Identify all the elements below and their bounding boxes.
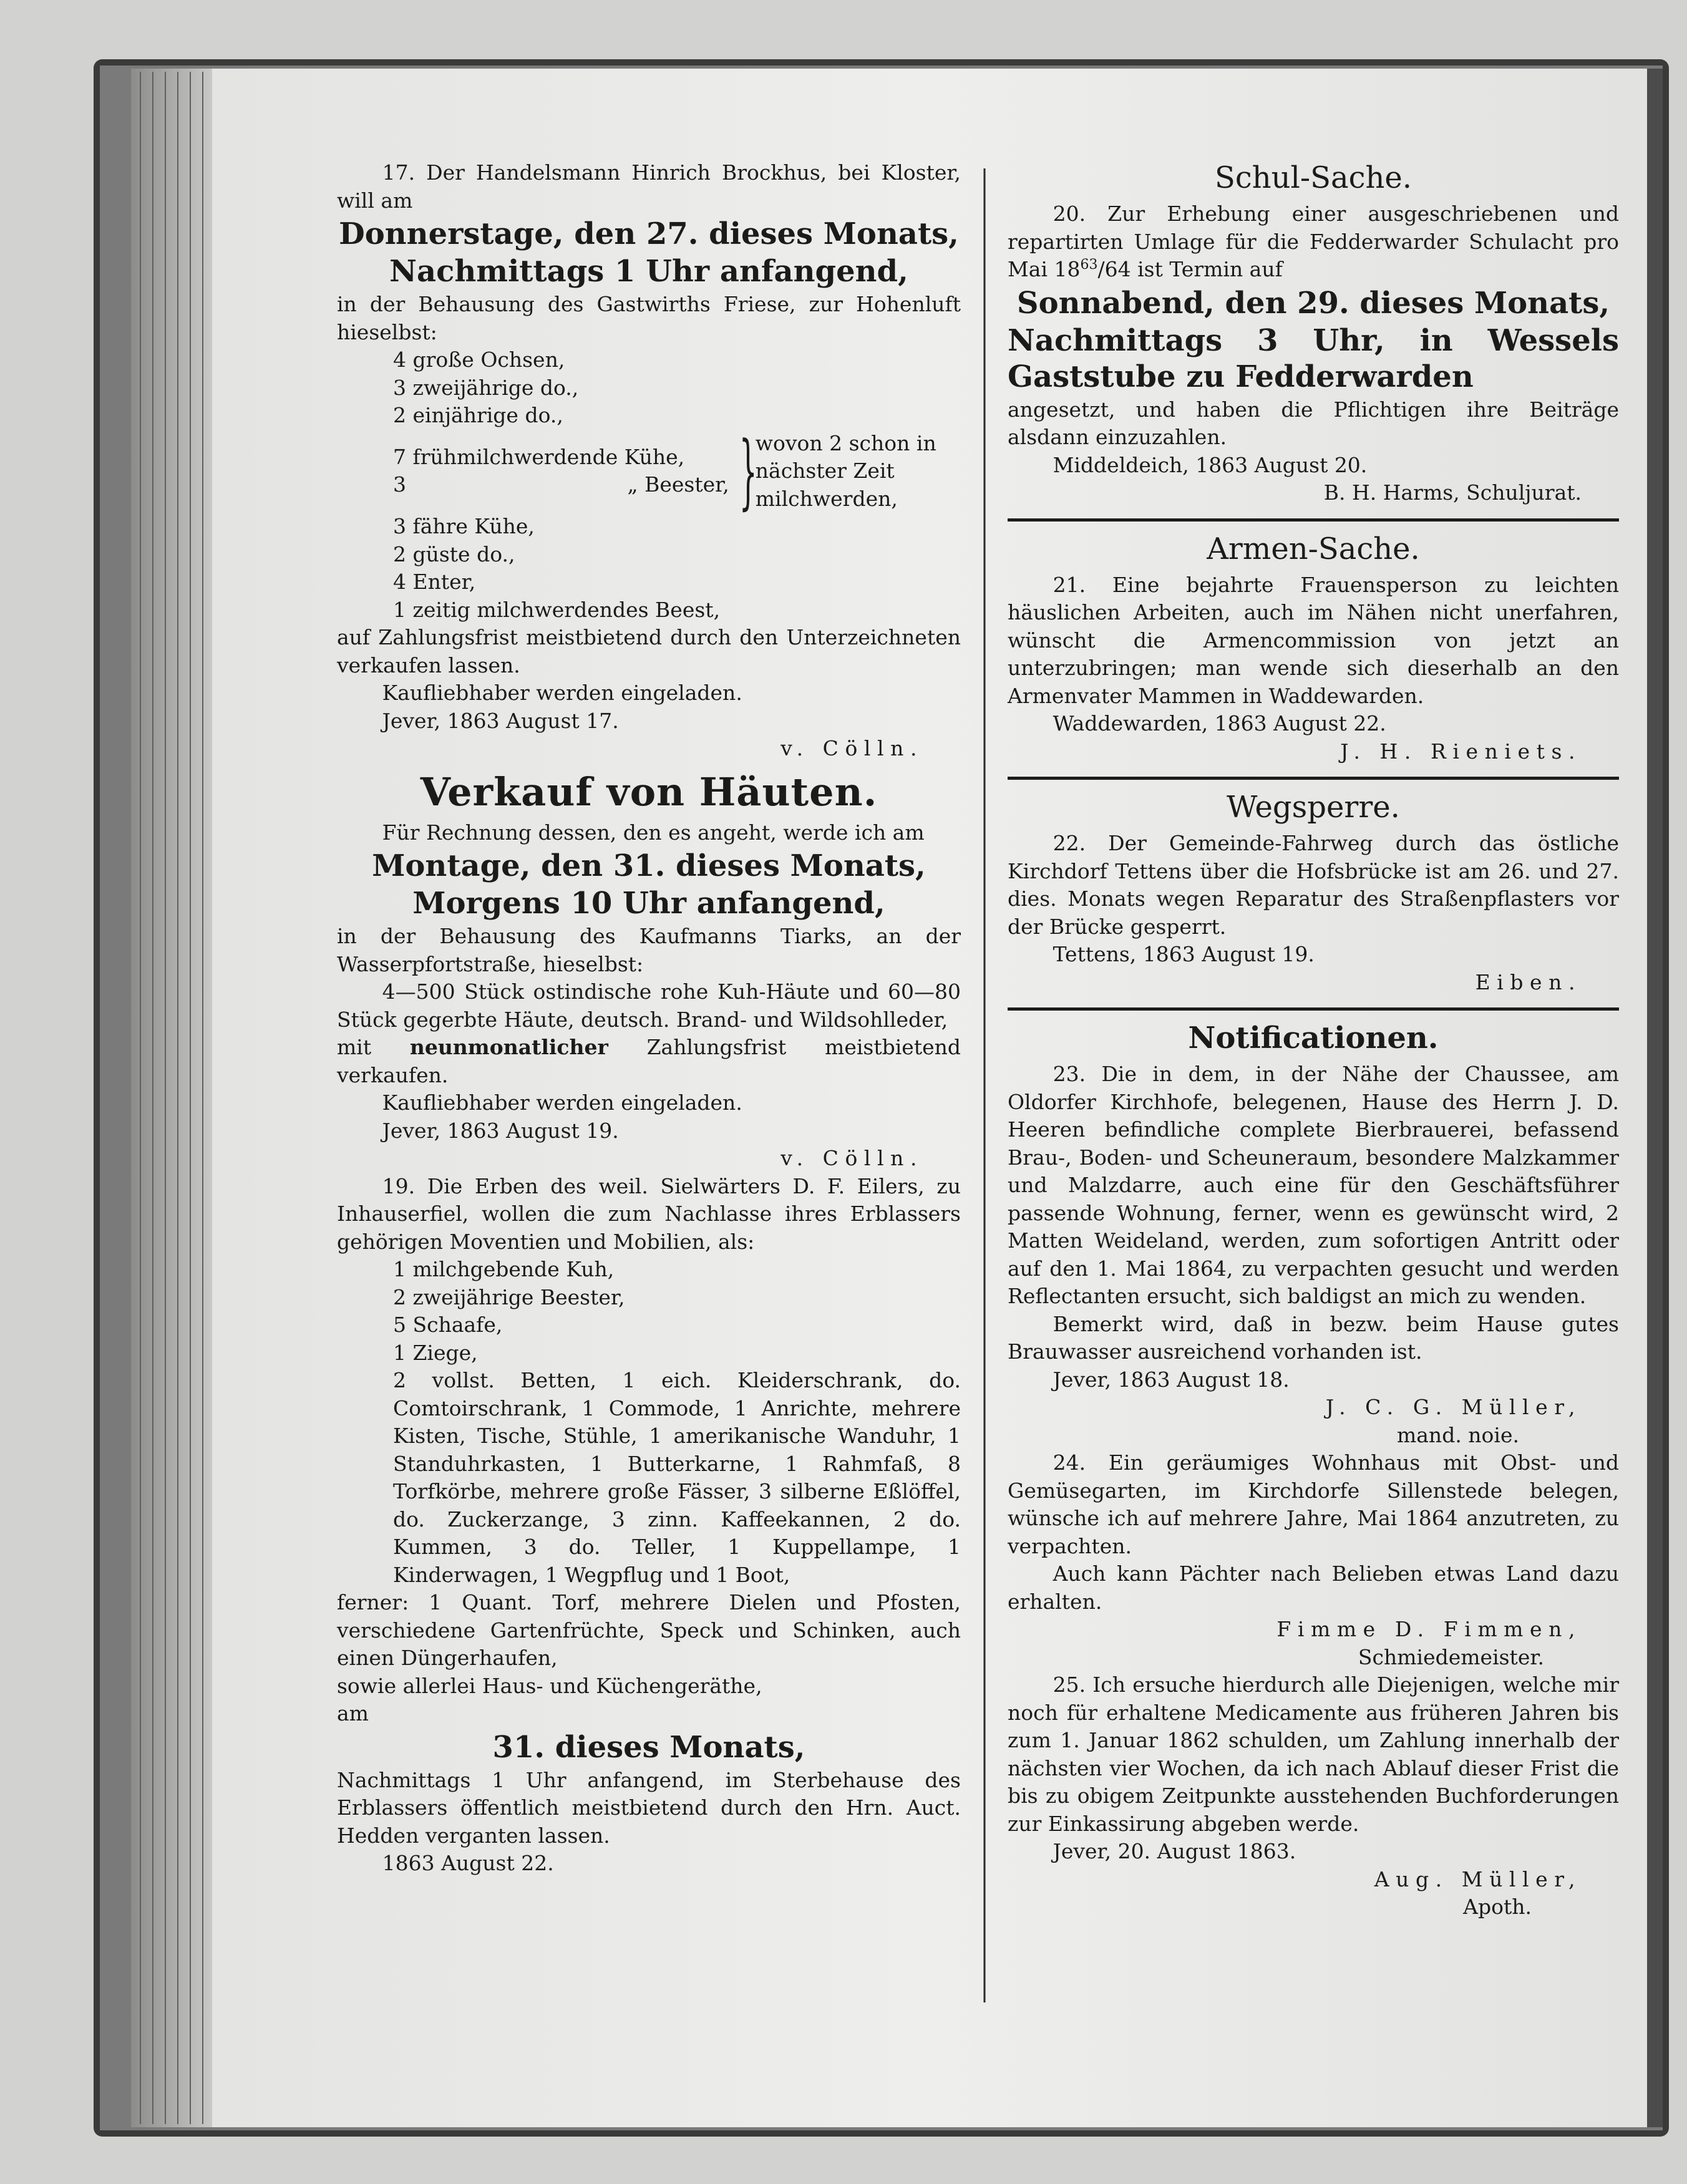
list-item: 1 milchgebende Kuh, [393, 1257, 615, 1281]
verkauf-dateline: Jever, 1863 August 19. [382, 1118, 619, 1143]
verkauf-goods: 4—500 Stück ostindische rohe Kuh-Häute und 60—80 Stück gegerbte Häute, deutsch. Brand- und Wildsohlleder, [337, 979, 961, 1032]
list-item: „ Beester, [627, 472, 729, 497]
list-item: 4 Enter, [393, 570, 476, 594]
item-19-ferner: ferner: 1 Quant. Torf, mehrere Dielen und Pfosten, verschiedene Gartenfrüchte, Speck und Schinken, auch einen Düngerhaufen, [337, 1590, 961, 1670]
right-column [1008, 159, 1619, 1921]
notif-title: Notificationen. [1188, 1021, 1439, 1056]
schul-date-line-1: Sonnabend, den 29. dieses Monats, [1016, 285, 1610, 321]
verkauf-date-line-1: Montage, den 31. dieses Monats, [372, 848, 926, 883]
item-24-signature-note: Schmiedemeister. [1358, 1644, 1544, 1669]
brace-note: wovon 2 schon in nächster Zeit milchwerden, [755, 430, 936, 511]
list-item: 1 Ziege, [393, 1340, 478, 1365]
armen-dateline: Waddewarden, 1863 August 22. [1053, 711, 1386, 735]
item-17-date-line-1: Donnerstage, den 27. dieses Monats, [339, 216, 959, 251]
item-17-list-a [393, 346, 961, 430]
item-19-intro: 19. Die Erben des weil. Sielwärters D. F. Eilers, zu Inhauserfiel, wollen die zum Nachlasse ihres Erblassers gehörigen Moventien und Mobilien, als: [337, 1173, 961, 1254]
item-17-list-b [393, 513, 961, 624]
section-rule [1008, 518, 1619, 522]
verkauf-place: in der Behausung des Kaufmanns Tiarks, an der Wasserpfortstraße, hieselbst: [337, 924, 961, 976]
section-rule [1008, 777, 1619, 780]
armen-text: 21. Eine bejahrte Frauensperson zu leichten häuslichen Arbeiten, auch im Nähen nicht unerfahren, wünscht die Armencommission von jetzt an unterzubringen; man wende sich dieserhalb an den Armenvater Mammen in Waddewarden. [1008, 572, 1619, 708]
item-17-dateline: Jever, 1863 August 17. [382, 708, 619, 733]
section-rule [1008, 1007, 1619, 1011]
schul-intro: 20. Zur Erhebung einer ausgeschriebenen und repartirten Umlage für die Fedderwarder Schulacht pro Mai $18^{63}/64$ ist Termin auf [1008, 201, 1619, 281]
schul-date-line-2: Nachmittags 3 Uhr, in Wessels Gaststube zu Fedderwarden [1008, 323, 1619, 394]
armen-title: Armen-Sache. [1207, 531, 1420, 566]
item-24-note: Auch kann Pächter nach Belieben etwas Land dazu erhalten. [1008, 1561, 1619, 1614]
item-19-dateline: 1863 August 22. [382, 1851, 554, 1875]
verkauf-title: Verkauf von Häuten. [420, 769, 878, 815]
verkauf-invite: Kaufliebhaber werden eingeladen. [382, 1090, 742, 1115]
item-23-text: 23. Die in dem, in der Nähe der Chaussee, am Oldorfer Kirchhofe, belegenen, Hause des Herrn J. D. Heeren befindliche complete Bierbrauerei, befassend Brau-, Boden- und Scheuneraum, besondere Malzkammer und Malzdarre, auch eine für den Geschäftsführer passende Wohnung, ferner, wenn es gewünscht wird, 2 Matten Weideland, werden, zum sofortigen Antritt oder auf den 1. Mai 1864, zu verpachten gesucht und werden Reflectanten ersucht, sich baldigst an mich zu wenden. [1008, 1062, 1619, 1308]
list-item: 4 große Ochsen, [393, 347, 565, 372]
wegsperre-title: Wegsperre. [1227, 790, 1400, 825]
item-23-signature-note: mand. noie. [1396, 1422, 1519, 1447]
item-19-am: am [337, 1701, 369, 1725]
verkauf-signature: v. Cölln. [780, 1146, 923, 1170]
list-item: 2 güste do., [393, 541, 515, 566]
verkauf-terms-bold: neunmonatlicher [409, 1035, 608, 1059]
schul-signature: B. H. Harms, Schuljurat. [1323, 480, 1582, 505]
verkauf-date-line-2: Morgens 10 Uhr anfangend, [412, 886, 885, 921]
verkauf-intro: Für Rechnung dessen, den es angeht, werde ich am [382, 820, 925, 845]
list-item: 2 einjährige do., [393, 403, 563, 427]
left-column [337, 159, 961, 1878]
item-23-note: Bemerkt wird, daß in bezw. beim Hause gutes Brauwasser ausreichend vorhanden ist. [1008, 1311, 1619, 1364]
verkauf-terms: mit neunmonatlicher Zahlungsfrist meistbietend verkaufen. [337, 1035, 961, 1087]
item-17-invite: Kaufliebhaber werden eingeladen. [382, 681, 742, 705]
schul-title: Schul-Sache. [1214, 160, 1412, 195]
list-item: 3 zweijährige do., [393, 375, 579, 400]
item-23-dateline: Jever, 1863 August 18. [1053, 1367, 1290, 1392]
item-19-furniture: 2 vollst. Betten, 1 eich. Kleiderschrank, do. Comtoirschrank, 1 Commode, 1 Anrichte, mehrere Kisten, Tische, Stühle, 1 amerikanische Wanduhr, 1 Standuhrkasten, 1 Butterkarne, 1 Rahmfaß, 8 Torfkörbe, mehrere große Fässer, 3 silberne Eßlöffel, do. Zuckerzange, 3 zinn. Kaffeekannen, 2 do. Kummen, 3 do. Teller, 1 Kuppellampe, 1 Kinderwagen, 1 Wegpflug und 1 Boot, [393, 1368, 961, 1587]
list-item: 3 [393, 472, 406, 497]
item-24-signature: Fimme D. Fimmen, [1276, 1617, 1582, 1641]
item-17-terms: auf Zahlungsfrist meistbietend durch den Unterzeichneten verkaufen lassen. [337, 625, 961, 677]
item-19-sowie: sowie allerlei Haus- und Küchengeräthe, [337, 1673, 762, 1698]
list-item: 7 frühmilchwerdende Kühe, [393, 444, 685, 469]
list-item: 2 zweijährige Beester, [393, 1284, 625, 1309]
brace-glyph: } [739, 424, 757, 519]
list-item: 5 Schaafe, [393, 1313, 503, 1337]
schul-rest: angesetzt, und haben die Pflichtigen ihre Beiträge alsdann einzuzahlen. [1008, 397, 1619, 449]
item-17-intro: 17. Der Handelsmann Hinrich Brockhus, bei Kloster, will am [337, 160, 961, 213]
item-17-date-line-2: Nachmittags 1 Uhr anfangend, [389, 254, 908, 289]
wegsperre-signature: Eiben. [1475, 969, 1582, 994]
item-23-signature: J. C. G. Müller, [1325, 1395, 1582, 1419]
item-19-list [393, 1256, 961, 1367]
item-17-signature: v. Cölln. [780, 736, 923, 760]
item-17-place: in der Behausung des Gastwirths Friese, zur Hohenluft hieselbst: [337, 292, 961, 344]
armen-signature: J. H. Rieniets. [1340, 739, 1582, 764]
item-25-text: 25. Ich ersuche hierdurch alle Diejenigen, welche mir noch für erhaltene Medicamente aus früheren Jahren bis zum 1. Januar 1862 schulden, um Zahlung innerhalb der nächsten vier Wochen, da ich nach Ablauf dieser Frist die bis zu obigem Zeitpunkte ausstehenden Buchforderungen zur Einkassirung abgeben werde. [1008, 1672, 1619, 1836]
list-item: 1 zeitig milchwerdendes Beest, [393, 597, 721, 622]
item-24-text: 24. Ein geräumiges Wohnhaus mit Obst- und Gemüsegarten, im Kirchdorfe Sillenstede belegen, wünsche ich auf mehrere Jahre, Mai 1864 anzutreten, zu verpachten. [1008, 1450, 1619, 1558]
list-item: 3 fähre Kühe, [393, 514, 535, 538]
item-17-brace-group [393, 424, 961, 519]
page-edge-stack [131, 69, 212, 2127]
wegsperre-dateline: Tettens, 1863 August 19. [1053, 942, 1315, 966]
item-25-dateline: Jever, 20. August 1863. [1053, 1839, 1296, 1863]
item-25-signature-note: Apoth. [1463, 1895, 1532, 1919]
item-19-terms: Nachmittags 1 Uhr anfangend, im Sterbehause des Erblassers öffentlich meistbietend durch den Hrn. Auct. Hedden verganten lassen. [337, 1767, 961, 1848]
schul-dateline: Middeldeich, 1863 August 20. [1053, 452, 1368, 477]
wegsperre-text: 22. Der Gemeinde-Fahrweg durch das östliche Kirchdorf Tettens über die Hofsbrücke ist am 26. und 27. dies. Monats wegen Reparatur des Straßenpflasters vor der Brücke gesperrt. [1008, 831, 1619, 939]
item-19-date-big: 31. dieses Monats, [492, 1729, 805, 1765]
item-25-signature: Aug. Müller, [1374, 1866, 1582, 1891]
